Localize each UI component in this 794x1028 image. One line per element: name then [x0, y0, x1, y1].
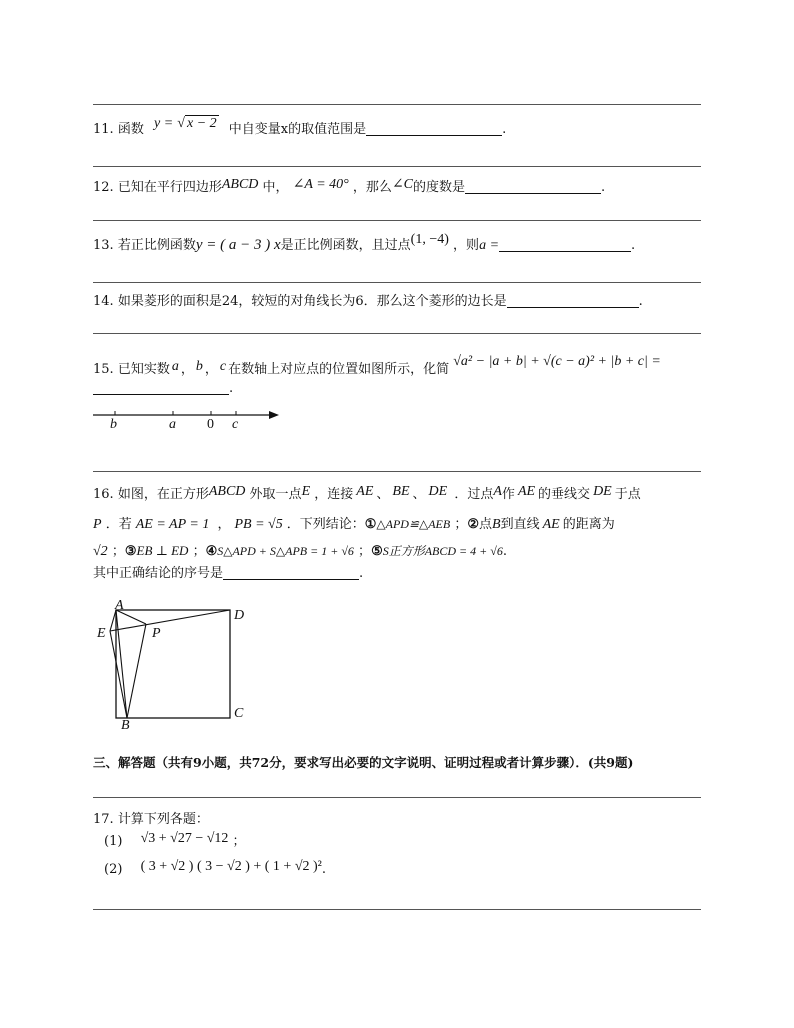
part-label: (2) [104, 862, 123, 877]
math-de: DE [428, 484, 448, 499]
question-number: 17. [93, 812, 114, 827]
question-text: 的距离为 [562, 517, 615, 532]
question-text: 的垂线交 [538, 487, 591, 502]
math-ae: AE [356, 484, 374, 499]
separator [93, 909, 701, 910]
conclusion-2-value: √2 [93, 544, 108, 559]
question-text: 如果菱形的面积是24，较短的对角线长为6．那么这个菱形的边长是 [117, 294, 507, 309]
formula-y: y = [153, 116, 174, 131]
question-14 [93, 290, 643, 309]
conclusion-marker: ① [364, 517, 377, 532]
radicand: x − 2 [186, 116, 217, 131]
math-e: E [301, 484, 311, 499]
segment-eb [110, 631, 127, 718]
conclusion-4: S△APD + S△APB = 1 + √6 [217, 544, 354, 558]
question-text: 点 [479, 517, 493, 532]
question-11 [93, 118, 506, 138]
question-15-answer [93, 380, 233, 396]
figure-label-e: E [97, 626, 106, 641]
question-13 [93, 234, 635, 254]
question-text: 、 [412, 487, 426, 502]
question-number: 16. [93, 487, 114, 502]
question-text: 、 [376, 487, 390, 502]
punctuation: ； [232, 834, 246, 849]
question-text: 其中正确结论的序号是 [93, 566, 224, 581]
answer-blank[interactable] [223, 565, 359, 580]
question-12 [93, 176, 605, 196]
section-title: 三、解答题（共有9小题，共72分，要求写出必要的文字说明、证明过程或者计算步骤）．(共9题) [93, 755, 634, 770]
figure-label-b: B [121, 718, 130, 733]
math-eq1: AE = AP = 1 [135, 517, 210, 532]
separator-text: ， [180, 362, 194, 377]
question-17 [93, 808, 209, 827]
question-text: ， [217, 517, 231, 532]
question-text: ，连接 [314, 487, 354, 502]
period: . [631, 238, 636, 253]
conclusion-5: S正方形ABCD = 4 + √6 [382, 544, 503, 558]
math-expression: √3 + √27 − √12 [140, 831, 229, 846]
separator [93, 282, 701, 283]
question-16-line2 [93, 513, 615, 533]
question-16-line3 [93, 540, 507, 560]
axis-label-a: a [169, 417, 176, 432]
math-angle-a: ∠A = 40° [292, 177, 349, 192]
separator [93, 104, 701, 105]
question-text: 函数 [117, 122, 144, 137]
question-text: 作 [501, 487, 515, 502]
separator [93, 471, 701, 472]
figure-label-d: D [234, 608, 245, 623]
question-text: 在数轴上对应点的位置如图所示，化简 [228, 362, 450, 377]
question-number: 11. [93, 122, 114, 137]
question-text: ； [111, 544, 125, 559]
answer-blank[interactable] [465, 179, 601, 194]
answer-blank[interactable] [499, 237, 631, 252]
math-de: DE [593, 484, 612, 499]
separator [93, 797, 701, 798]
math-point: (1, −4) [410, 232, 449, 247]
question-text: ，则 [453, 238, 480, 253]
separator [93, 166, 701, 167]
question-number: 12. [93, 180, 114, 195]
period: . [638, 294, 643, 309]
math-ae: AE [542, 517, 560, 532]
math-c: c [219, 359, 227, 374]
math-a: a [171, 359, 179, 374]
figure-label-p: P [152, 626, 161, 641]
segment-ed [110, 610, 230, 631]
question-text: ．若 [105, 517, 132, 532]
separator [93, 333, 701, 334]
period: . [502, 122, 507, 137]
conclusion-marker: ④ [205, 544, 218, 559]
question-text: ； [454, 517, 468, 532]
question-text: 是正比例函数，且过点 [280, 238, 411, 253]
math-expression: ( 3 + √2 ) ( 3 − √2 ) + ( 1 + √2 )² [140, 859, 322, 874]
math-angle-c: ∠C [391, 177, 414, 192]
math-a: A [493, 484, 502, 499]
math-expression: √a² − |a + b| + √(c − a)² + |b + c| = [453, 354, 661, 369]
period: . [601, 180, 606, 195]
answer-blank[interactable] [507, 293, 639, 308]
question-17-part-1 [104, 830, 246, 850]
part-label: (1) [104, 834, 123, 849]
math-abcd: ABCD [221, 177, 259, 192]
math-eq2: PB = √5 [234, 517, 283, 532]
segment-pb [127, 624, 146, 718]
question-text: 于点 [614, 487, 641, 502]
sqrt-formula: √ x − 2 [177, 116, 217, 131]
math-a-eq: a = [479, 238, 500, 253]
question-text: ．下列结论： [286, 517, 365, 532]
question-16-line4 [93, 562, 363, 581]
math-abcd: ABCD [208, 484, 246, 499]
math-b: B [492, 517, 501, 532]
conclusion-marker: ③ [124, 544, 137, 559]
question-text: ．过点 [454, 487, 494, 502]
conclusion-marker: ⑤ [371, 544, 383, 559]
question-text: 外取一点 [249, 487, 302, 502]
square-abcd [116, 610, 230, 718]
period: . [229, 381, 234, 396]
question-text: ； [192, 544, 206, 559]
conclusion-marker: ② [467, 517, 480, 532]
question-16-line1 [93, 483, 641, 503]
axis-label-c: c [232, 417, 239, 432]
math-function: y = ( a − 3 ) x [195, 237, 281, 253]
question-text: 中， [262, 180, 289, 195]
segment-ab [116, 610, 127, 718]
question-text: 若正比例函数 [117, 238, 196, 253]
question-number: 13. [93, 238, 114, 253]
period: . [359, 566, 364, 581]
separator [93, 220, 701, 221]
question-17-part-2 [104, 859, 327, 878]
conclusion-1: △APD≌△AEB [376, 517, 451, 531]
math-ae: AE [517, 484, 536, 499]
punctuation: . [321, 862, 327, 877]
question-text: 到直线 [500, 517, 540, 532]
question-text: 的度数是 [413, 180, 466, 195]
question-text: 已知实数 [117, 362, 170, 377]
question-number: 15. [93, 362, 114, 377]
math-be: BE [392, 484, 410, 499]
question-text: 如图，在正方形 [117, 487, 209, 502]
answer-blank[interactable] [366, 121, 502, 136]
question-text: ，那么 [352, 180, 392, 195]
answer-blank[interactable] [93, 380, 229, 395]
question-text: 已知在平行四边形 [117, 180, 222, 195]
math-p: P [93, 517, 102, 532]
period: . [502, 544, 507, 559]
question-text: 计算下列各题： [117, 812, 209, 827]
axis-label-0: 0 [207, 417, 214, 432]
separator-text: ， [204, 362, 218, 377]
figure-label-a: A [115, 598, 124, 613]
axis-label-b: b [110, 417, 117, 432]
number-line [93, 404, 293, 434]
conclusion-3: EB ⊥ ED [136, 543, 189, 558]
question-text: 中自变量x的取值范围是 [228, 122, 367, 137]
figure-label-c: C [234, 706, 244, 721]
question-text: ； [358, 544, 372, 559]
question-15 [93, 354, 661, 378]
question-number: 14. [93, 294, 114, 309]
math-b: b [195, 359, 203, 374]
axis-arrow [269, 411, 279, 419]
